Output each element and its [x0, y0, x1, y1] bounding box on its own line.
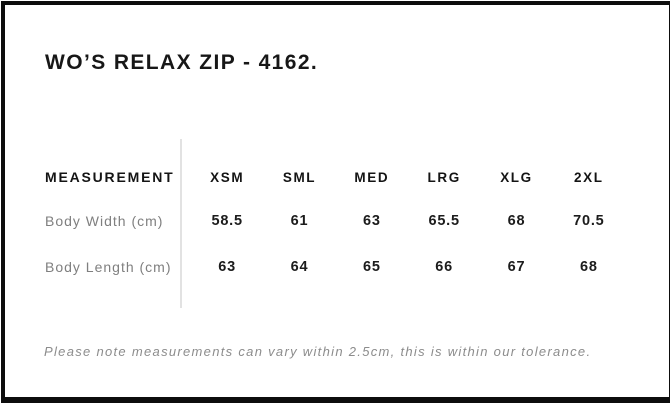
body-width-med: 63	[362, 213, 381, 229]
body-length-xsm: 63	[218, 259, 237, 275]
table-row-body-width	[45, 207, 625, 235]
product-title: WO’S RELAX ZIP - 4162.	[45, 51, 319, 74]
size-header-lrg: LRG	[427, 169, 461, 185]
body-length-med: 65	[362, 259, 381, 275]
size-header-2xl: 2XL	[574, 169, 604, 185]
body-width-xsm: 58.5	[211, 213, 243, 229]
body-width-sml: 61	[290, 213, 309, 229]
body-length-lrg: 66	[435, 259, 454, 275]
body-width-xlg: 68	[507, 213, 526, 229]
size-chart-card	[1, 1, 670, 403]
body-width-2xl: 70.5	[573, 213, 605, 229]
body-length-xlg: 67	[507, 259, 526, 275]
size-header-sml: SML	[282, 169, 317, 185]
tolerance-note: Please note measurements can vary within 2.5cm, this is within our tolerance.	[44, 344, 592, 359]
row-label-body-length: Body Length (cm)	[45, 259, 172, 275]
measurement-column-header: MEASUREMENT	[45, 169, 175, 185]
row-label-body-width: Body Width (cm)	[45, 213, 164, 229]
table-header-row	[45, 165, 625, 189]
body-width-lrg: 65.5	[428, 213, 460, 229]
size-header-xlg: XLG	[500, 169, 533, 185]
table-row-body-length	[45, 253, 625, 281]
size-header-xsm: XSM	[210, 169, 245, 185]
size-header-med: MED	[354, 169, 390, 185]
body-length-sml: 64	[290, 259, 309, 275]
body-length-2xl: 68	[579, 259, 598, 275]
